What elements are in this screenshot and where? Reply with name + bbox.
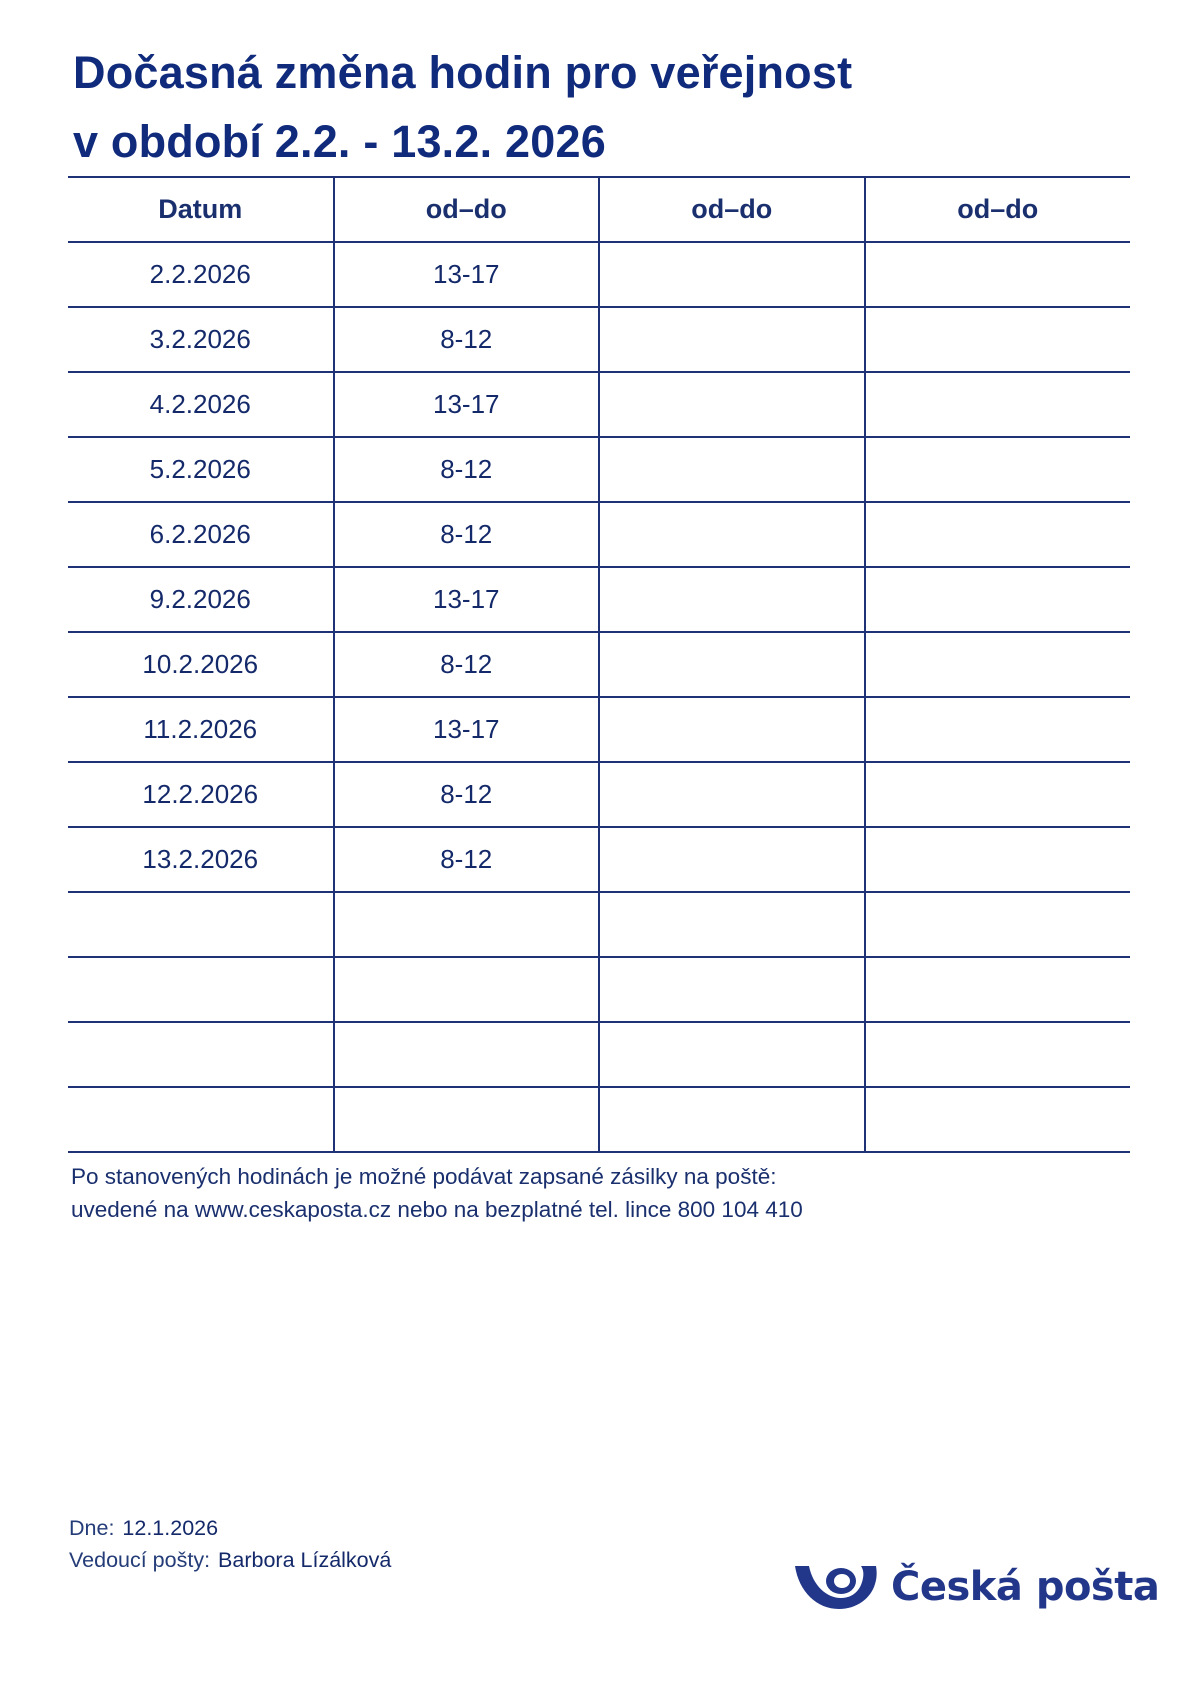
date-cell: 13.2.2026 — [68, 827, 334, 892]
table-row — [68, 502, 1130, 567]
title-line-2: v období 2.2. - 13.2. 2026 — [73, 116, 606, 167]
logo-text: Česká pošta — [891, 1564, 1160, 1610]
hours-cell — [599, 307, 865, 372]
hours-cell — [599, 632, 865, 697]
date-cell — [68, 957, 334, 1022]
hours-cell — [865, 502, 1131, 567]
table-row — [68, 567, 1130, 632]
opening-hours-table — [68, 176, 1130, 1153]
date-cell: 10.2.2026 — [68, 632, 334, 697]
title-line-1: Dočasná změna hodin pro veřejnost — [73, 47, 853, 98]
hours-cell — [865, 567, 1131, 632]
date-cell — [68, 1087, 334, 1152]
hours-cell — [334, 892, 600, 957]
hours-cell — [865, 1022, 1131, 1087]
hours-cell — [334, 1022, 600, 1087]
hours-cell — [599, 1022, 865, 1087]
hours-cell: 13-17 — [334, 242, 600, 307]
date-cell: 5.2.2026 — [68, 437, 334, 502]
signature-block — [69, 1512, 391, 1576]
table-row-empty — [68, 892, 1130, 957]
hours-cell — [865, 1087, 1131, 1152]
hours-cell — [865, 892, 1131, 957]
hours-cell — [865, 697, 1131, 762]
hours-cell: 8-12 — [334, 632, 600, 697]
hours-cell — [865, 762, 1131, 827]
hours-cell — [599, 827, 865, 892]
hours-cell: 13-17 — [334, 697, 600, 762]
header-from-to-3: od–do — [865, 177, 1131, 242]
hours-cell — [865, 632, 1131, 697]
hours-cell: 8-12 — [334, 762, 600, 827]
hours-cell — [865, 242, 1131, 307]
hours-cell — [599, 502, 865, 567]
table-row-empty — [68, 1087, 1130, 1152]
date-cell: 9.2.2026 — [68, 567, 334, 632]
hours-cell: 13-17 — [334, 567, 600, 632]
header-from-to-1: od–do — [334, 177, 600, 242]
hours-cell: 8-12 — [334, 437, 600, 502]
ceska-posta-logo — [795, 1562, 1159, 1612]
header-from-to-2: od–do — [599, 177, 865, 242]
date-cell: 11.2.2026 — [68, 697, 334, 762]
hours-cell — [865, 372, 1131, 437]
header-date: Datum — [68, 177, 334, 242]
date-cell: 12.2.2026 — [68, 762, 334, 827]
hours-cell — [599, 1087, 865, 1152]
hours-cell — [599, 567, 865, 632]
hours-cell: 8-12 — [334, 307, 600, 372]
hours-cell — [865, 827, 1131, 892]
table-header-row — [68, 177, 1130, 242]
date-value: 12.1.2026 — [122, 1516, 219, 1540]
date-label: Dne: — [69, 1516, 115, 1540]
table-row — [68, 242, 1130, 307]
note-line-1: Po stanovených hodinách je možné podávat zapsané zásilky na poště: — [71, 1164, 777, 1189]
date-cell: 6.2.2026 — [68, 502, 334, 567]
after-hours-note — [71, 1160, 803, 1226]
table-row — [68, 632, 1130, 697]
hours-cell: 8-12 — [334, 827, 600, 892]
table-row — [68, 697, 1130, 762]
hours-cell — [599, 242, 865, 307]
page-title — [73, 38, 852, 176]
hours-cell — [865, 957, 1131, 1022]
table-row-empty — [68, 957, 1130, 1022]
hours-cell: 8-12 — [334, 502, 600, 567]
note-line-2: uvedené na www.ceskaposta.cz nebo na bezplatné tel. lince 800 104 410 — [71, 1197, 803, 1222]
post-horn-icon — [795, 1564, 877, 1610]
hours-cell — [599, 372, 865, 437]
date-cell — [68, 892, 334, 957]
table-row — [68, 372, 1130, 437]
date-cell — [68, 1022, 334, 1087]
hours-cell — [599, 892, 865, 957]
hours-cell — [865, 307, 1131, 372]
date-cell: 3.2.2026 — [68, 307, 334, 372]
hours-cell — [599, 437, 865, 502]
date-row — [69, 1512, 391, 1544]
manager-label: Vedoucí pošty: — [69, 1548, 211, 1572]
hours-cell: 13-17 — [334, 372, 600, 437]
manager-value: Barbora Lízálková — [218, 1548, 392, 1572]
table-row-empty — [68, 1022, 1130, 1087]
hours-cell — [334, 1087, 600, 1152]
table-row — [68, 762, 1130, 827]
hours-cell — [599, 957, 865, 1022]
date-cell: 4.2.2026 — [68, 372, 334, 437]
table-row — [68, 307, 1130, 372]
manager-row — [69, 1544, 391, 1576]
hours-cell — [599, 697, 865, 762]
hours-cell — [334, 957, 600, 1022]
hours-cell — [599, 762, 865, 827]
table-row — [68, 827, 1130, 892]
hours-cell — [865, 437, 1131, 502]
date-cell: 2.2.2026 — [68, 242, 334, 307]
table-row — [68, 437, 1130, 502]
